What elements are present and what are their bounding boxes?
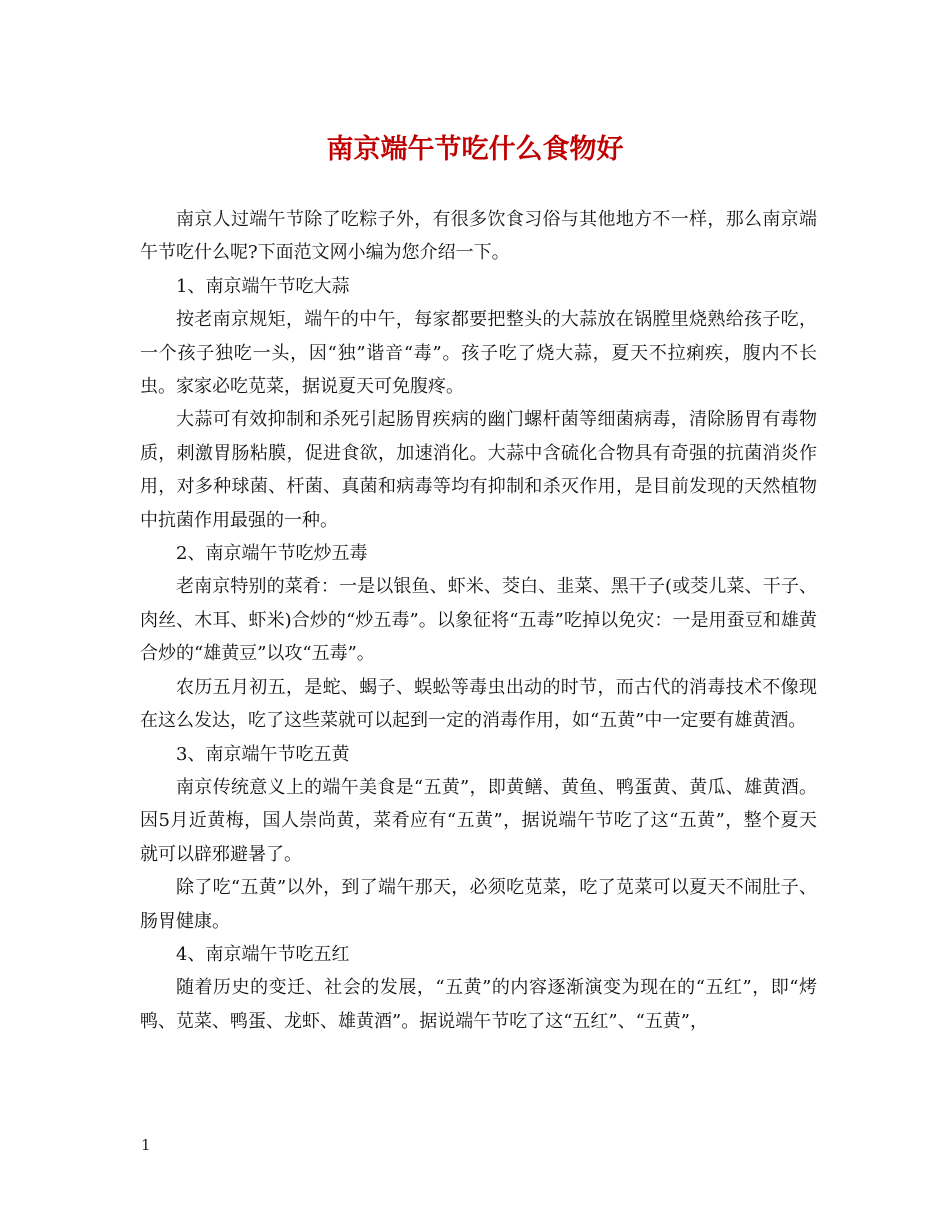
page-number: 1 (141, 1136, 151, 1154)
intro-paragraph: 南京人过端午节除了吃粽子外，有很多饮食习俗与其他地方不一样，那么南京端午节吃什么呢?下面范文网小编为您介绍一下。 (140, 209, 817, 264)
document-body (140, 203, 817, 1038)
section-3-paragraph-2: 除了吃“五黄”以外，到了端午那天，必须吃苋菜，吃了苋菜可以夏天不闹肚子、肠胃健康。 (140, 877, 817, 932)
section-2-paragraph-2: 农历五月初五，是蛇、蝎子、蜈蚣等毒虫出动的时节，而古代的消毒技术不像现在这么发达，吃了这些菜就可以起到一定的消毒作用，如“五黄”中一定要有雄黄酒。 (140, 676, 817, 732)
document-title: 南京端午节吃什么食物好 (326, 134, 624, 165)
section-heading-1: 1、南京端午节吃大蒜 (176, 275, 350, 297)
section-2-paragraph-1: 老南京特别的菜肴：一是以银鱼、虾米、茭白、韭菜、黑干子(或茭儿菜、干子、肉丝、木耳、虾米)合炒的“炒五毒”。以象征将“五毒”吃掉以免灾：一是用蚕豆和雄黄合炒的“雄黄豆”以攻“五毒”。 (140, 576, 817, 665)
section-heading-3: 3、南京端午节吃五黄 (176, 743, 350, 765)
section-4-paragraph-1: 随着历史的变迁、社会的发展，“五黄”的内容逐渐演变为现在的“五红”，即“烤鸭、苋菜、鸭蛋、龙虾、雄黄酒”。据说端午节吃了这“五红”、“五黄”， (140, 977, 817, 1032)
section-heading-4: 4、南京端午节吃五红 (176, 943, 350, 965)
section-1-paragraph-2: 大蒜可有效抑制和杀死引起肠胃疾病的幽门螺杆菌等细菌病毒，清除肠胃有毒物质，刺激胃肠粘膜，促进食欲，加速消化。大蒜中含硫化合物具有奇强的抗菌消炎作用，对多种球菌、杆菌、真菌和病毒等均有抑制和杀灭作用，是目前发现的天然植物中抗菌作用最强的一种。 (140, 409, 817, 531)
section-heading-2: 2、南京端午节吃炒五毒 (176, 543, 368, 565)
section-3-paragraph-1: 南京传统意义上的端午美食是“五黄”，即黄鳝、黄鱼、鸭蛋黄、黄瓜、雄黄酒。因5月近黄梅，国人崇尚黄，菜肴应有“五黄”，据说端午节吃了这“五黄”，整个夏天就可以辟邪避暑了。 (140, 776, 817, 865)
section-1-paragraph-1: 按老南京规矩，端午的中午，每家都要把整头的大蒜放在锅膛里烧熟给孩子吃，一个孩子独吃一头，因“独”谐音“毒”。孩子吃了烧大蒜，夏天不拉痢疾，腹内不长虫。家家必吃苋菜，据说夏天可免腹疼。 (140, 309, 817, 398)
